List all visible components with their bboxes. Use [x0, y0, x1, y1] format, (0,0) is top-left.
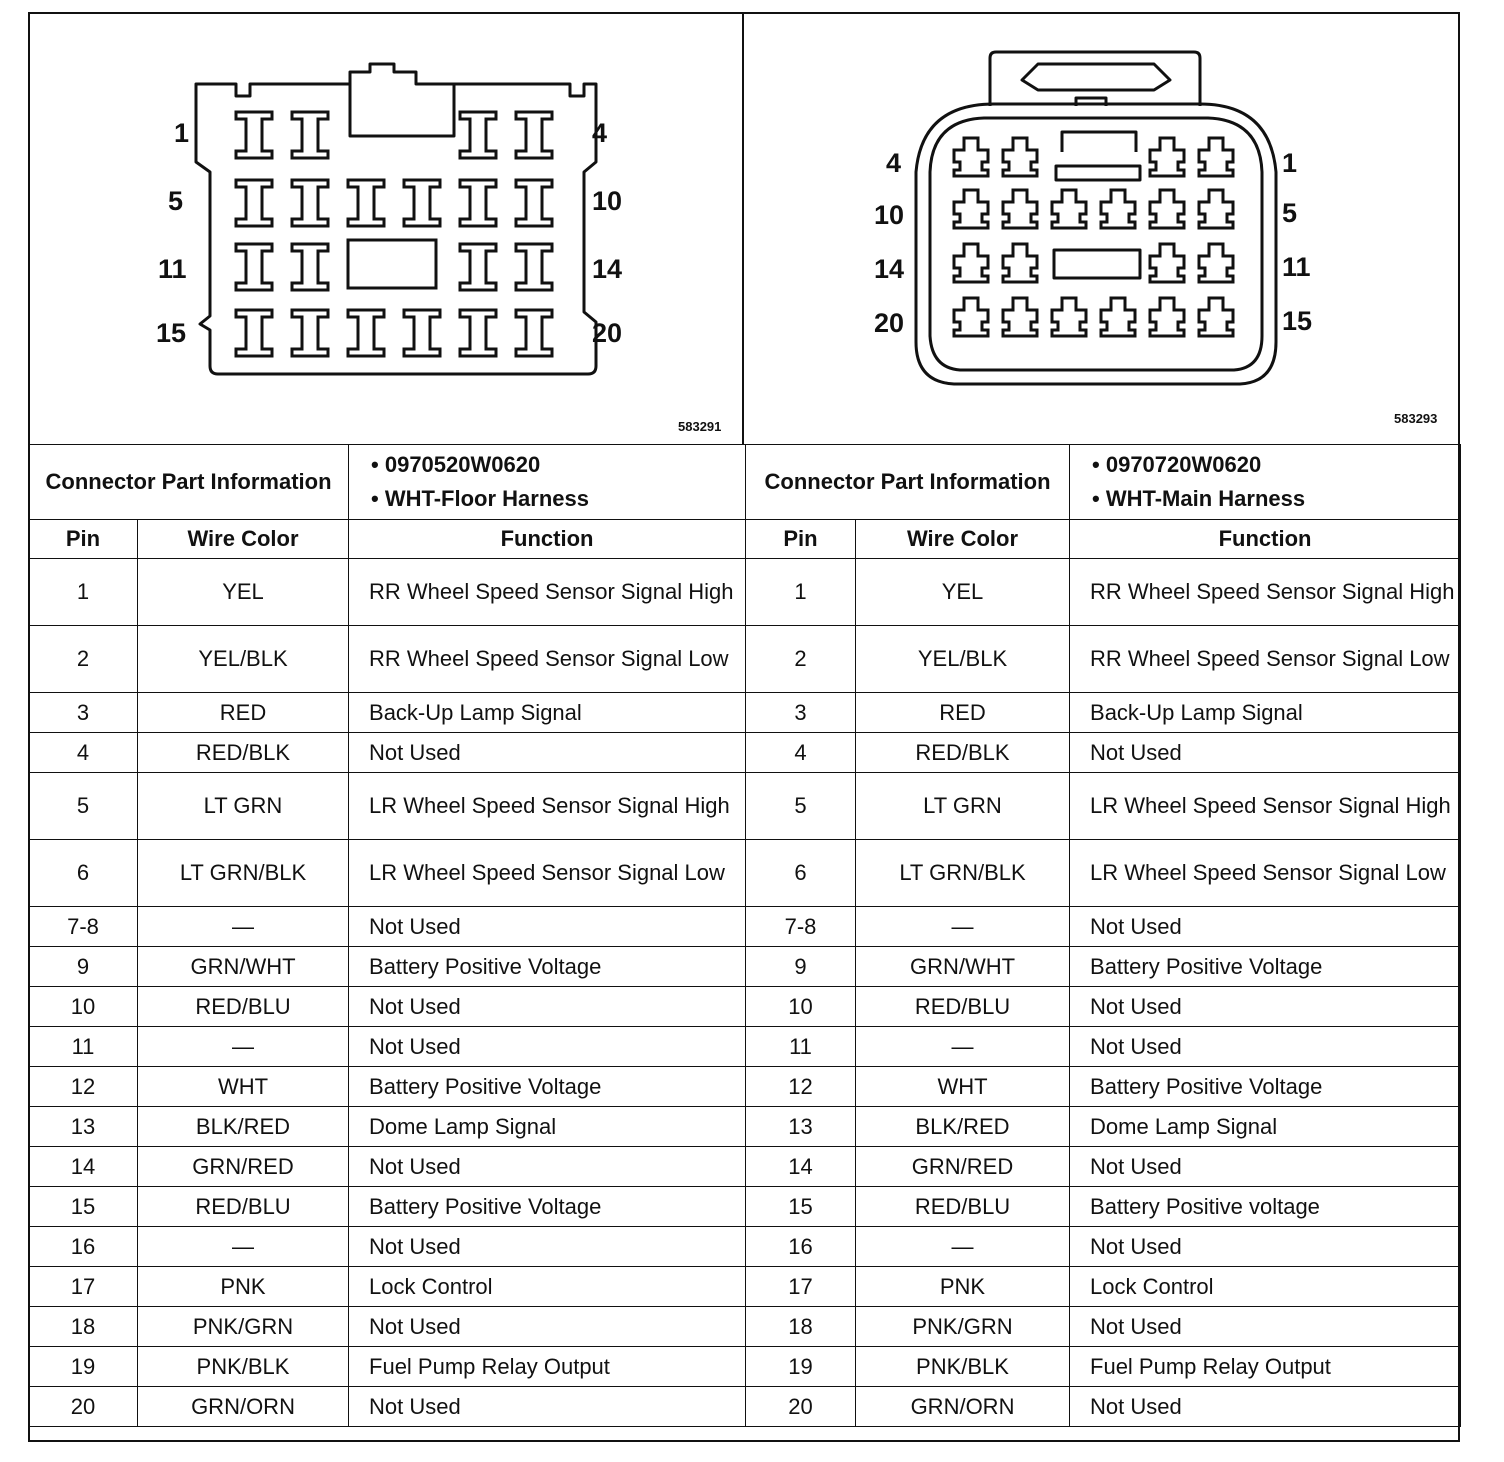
pin-cell: 16	[746, 1227, 856, 1267]
function-cell: Back-Up Lamp Signal	[349, 693, 746, 733]
wire-color-cell: PNK	[856, 1267, 1070, 1307]
pin-cell: 17	[29, 1267, 138, 1307]
function-cell: Not Used	[1070, 1227, 1461, 1267]
pin-cell: 12	[746, 1067, 856, 1107]
pin-label-11: 11	[1282, 252, 1311, 282]
connector-info-label: Connector Part Information	[29, 445, 349, 520]
terminal-cavity	[1052, 298, 1086, 336]
pin-label-1: 1	[1282, 148, 1298, 178]
wire-color-cell: PNK	[138, 1267, 349, 1307]
function-cell: RR Wheel Speed Sensor Signal Low	[349, 626, 746, 693]
table-row	[746, 1227, 1461, 1267]
table-row	[746, 1387, 1461, 1427]
pin-label-11: 11	[158, 254, 187, 284]
pin-cell: 18	[746, 1307, 856, 1347]
terminal-cavity	[348, 180, 384, 226]
terminal-cavity	[460, 180, 496, 226]
pin-cell: 2	[29, 626, 138, 693]
pin-cell: 5	[746, 773, 856, 840]
table-row	[746, 1307, 1461, 1347]
left-connector-drawing	[28, 12, 742, 444]
wire-color-cell: GRN/RED	[856, 1147, 1070, 1187]
function-cell: Not Used	[349, 1027, 746, 1067]
pin-cell: 4	[746, 733, 856, 773]
table-row	[746, 1067, 1461, 1107]
wire-color-cell: PNK/GRN	[856, 1307, 1070, 1347]
function-cell: Battery Positive Voltage	[349, 947, 746, 987]
pin-cell: 20	[29, 1387, 138, 1427]
function-cell: LR Wheel Speed Sensor Signal High	[349, 773, 746, 840]
pin-label-4: 4	[592, 118, 608, 148]
table-row	[29, 1147, 746, 1187]
pin-cell: 9	[29, 947, 138, 987]
pin-cell: 4	[29, 733, 138, 773]
pin-cell: 5	[29, 773, 138, 840]
function-cell: Battery Positive Voltage	[349, 1187, 746, 1227]
pin-cell: 12	[29, 1067, 138, 1107]
function-header: Function	[349, 520, 746, 559]
terminal-cavity	[516, 180, 552, 226]
function-cell: Lock Control	[349, 1267, 746, 1307]
function-cell: Not Used	[349, 907, 746, 947]
function-cell: LR Wheel Speed Sensor Signal Low	[349, 840, 746, 907]
pin-cell: 11	[746, 1027, 856, 1067]
function-cell: Battery Positive Voltage	[1070, 947, 1461, 987]
wire-color-cell: RED/BLK	[856, 733, 1070, 773]
function-cell: Battery Positive Voltage	[349, 1067, 746, 1107]
pin-cell: 10	[746, 987, 856, 1027]
wire-color-cell: RED/BLU	[856, 1187, 1070, 1227]
terminal-cavity	[236, 112, 272, 158]
function-cell: LR Wheel Speed Sensor Signal High	[1070, 773, 1461, 840]
table-row	[29, 1027, 746, 1067]
table-row	[29, 559, 746, 626]
wire-color-cell: GRN/WHT	[856, 947, 1070, 987]
harness-name: • WHT-Floor Harness	[371, 486, 589, 511]
function-cell: Battery Positive voltage	[1070, 1187, 1461, 1227]
function-cell: Lock Control	[1070, 1267, 1461, 1307]
table-row	[746, 1107, 1461, 1147]
pin-cell: 19	[746, 1347, 856, 1387]
table-row	[746, 559, 1461, 626]
table-row	[29, 1267, 746, 1307]
connector-info-value	[349, 445, 746, 520]
pin-label-10: 10	[874, 200, 905, 230]
wire-color-cell: WHT	[856, 1067, 1070, 1107]
table-row	[746, 840, 1461, 907]
table-row	[29, 1387, 746, 1427]
pin-cell: 9	[746, 947, 856, 987]
terminal-cavity	[348, 310, 384, 356]
pin-header: Pin	[746, 520, 856, 559]
pin-cell: 7-8	[746, 907, 856, 947]
wire-color-cell: RED	[138, 693, 349, 733]
function-cell: Not Used	[349, 1387, 746, 1427]
terminal-cavity	[1101, 190, 1135, 228]
pin-label-4: 4	[886, 148, 902, 178]
terminal-cavity	[292, 180, 328, 226]
function-cell: LR Wheel Speed Sensor Signal Low	[1070, 840, 1461, 907]
terminal-cavity	[1003, 298, 1037, 336]
part-number: • 0970720W0620	[1092, 452, 1262, 477]
pin-cell: 16	[29, 1227, 138, 1267]
left-connector-table	[28, 444, 746, 1427]
pin-cell: 13	[29, 1107, 138, 1147]
function-cell: Not Used	[1070, 1387, 1461, 1427]
function-cell: Fuel Pump Relay Output	[349, 1347, 746, 1387]
wire-color-cell: —	[138, 907, 349, 947]
pin-label-20: 20	[592, 318, 623, 348]
wire-color-cell: LT GRN	[856, 773, 1070, 840]
wire-color-cell: BLK/RED	[138, 1107, 349, 1147]
terminal-cavity	[516, 112, 552, 158]
function-cell: Not Used	[1070, 1027, 1461, 1067]
pin-cell: 10	[29, 987, 138, 1027]
function-cell: RR Wheel Speed Sensor Signal Low	[1070, 626, 1461, 693]
terminal-cavity	[1150, 298, 1184, 336]
pin-label-5: 5	[168, 186, 184, 216]
function-cell: RR Wheel Speed Sensor Signal High	[1070, 559, 1461, 626]
terminal-cavity	[404, 180, 440, 226]
function-cell: Dome Lamp Signal	[1070, 1107, 1461, 1147]
pin-label-15: 15	[1282, 306, 1313, 336]
terminal-cavity	[1199, 190, 1233, 228]
pin-cell: 11	[29, 1027, 138, 1067]
wire-color-cell: YEL	[856, 559, 1070, 626]
table-row	[29, 773, 746, 840]
table-row	[29, 1227, 746, 1267]
table-row	[29, 733, 746, 773]
pin-cell: 1	[746, 559, 856, 626]
function-cell: Not Used	[1070, 987, 1461, 1027]
wire-color-cell: PNK/BLK	[138, 1347, 349, 1387]
function-cell: Dome Lamp Signal	[349, 1107, 746, 1147]
table-row	[746, 693, 1461, 733]
terminal-cavity	[954, 138, 988, 176]
wire-color-cell: GRN/ORN	[138, 1387, 349, 1427]
right-connector-center-slot	[1056, 166, 1140, 180]
pin-cell: 17	[746, 1267, 856, 1307]
terminal-cavity	[1150, 244, 1184, 282]
wire-color-cell: RED/BLU	[856, 987, 1070, 1027]
terminal-cavity	[292, 310, 328, 356]
terminal-cavity	[1101, 298, 1135, 336]
pin-cell: 15	[29, 1187, 138, 1227]
table-row	[29, 693, 746, 733]
function-cell: Battery Positive Voltage	[1070, 1067, 1461, 1107]
wire-color-cell: LT GRN/BLK	[856, 840, 1070, 907]
pin-cell: 3	[29, 693, 138, 733]
right-connector-latch-inner	[1022, 64, 1170, 90]
function-cell: Not Used	[349, 733, 746, 773]
figure-number: 583291	[678, 419, 722, 434]
pin-header: Pin	[29, 520, 138, 559]
terminal-cavity	[954, 244, 988, 282]
function-header: Function	[1070, 520, 1461, 559]
terminal-cavity	[1150, 138, 1184, 176]
terminal-cavity	[236, 310, 272, 356]
terminal-cavity	[516, 310, 552, 356]
pin-cell: 19	[29, 1347, 138, 1387]
wire-color-cell: RED/BLU	[138, 1187, 349, 1227]
table-row	[29, 840, 746, 907]
table-row	[746, 1027, 1461, 1067]
terminal-cavity	[516, 244, 552, 290]
wire-color-cell: GRN/WHT	[138, 947, 349, 987]
wire-color-cell: —	[138, 1027, 349, 1067]
wire-color-cell: PNK/BLK	[856, 1347, 1070, 1387]
table-row	[746, 773, 1461, 840]
wire-color-cell: —	[856, 1027, 1070, 1067]
right-connector-table	[745, 444, 1461, 1427]
pin-cell: 6	[746, 840, 856, 907]
wire-color-cell: GRN/RED	[138, 1147, 349, 1187]
wire-color-cell: RED/BLU	[138, 987, 349, 1027]
wire-color-cell: LT GRN/BLK	[138, 840, 349, 907]
pin-label-5: 5	[1282, 198, 1298, 228]
function-cell: Not Used	[349, 1147, 746, 1187]
pin-cell: 18	[29, 1307, 138, 1347]
function-cell: Not Used	[1070, 1307, 1461, 1347]
terminal-cavity	[954, 190, 988, 228]
terminal-cavity	[1052, 190, 1086, 228]
table-row	[746, 1187, 1461, 1227]
pin-label-1: 1	[174, 118, 190, 148]
terminal-cavity	[292, 244, 328, 290]
wire-color-cell: YEL/BLK	[138, 626, 349, 693]
table-row	[29, 907, 746, 947]
terminal-cavity	[1199, 298, 1233, 336]
right-connector-blank	[1054, 250, 1140, 278]
pin-label-15: 15	[156, 318, 187, 348]
wire-color-cell: —	[138, 1227, 349, 1267]
pin-cell: 14	[29, 1147, 138, 1187]
table-row	[746, 907, 1461, 947]
function-cell: RR Wheel Speed Sensor Signal High	[349, 559, 746, 626]
wire-color-header: Wire Color	[138, 520, 349, 559]
left-connector-panel	[28, 12, 742, 444]
table-row	[746, 1267, 1461, 1307]
table-row	[29, 1187, 746, 1227]
table-row	[746, 987, 1461, 1027]
part-number: • 0970520W0620	[371, 452, 541, 477]
harness-name: • WHT-Main Harness	[1092, 486, 1306, 511]
pin-cell: 6	[29, 840, 138, 907]
figure-number: 583293	[1394, 411, 1438, 426]
pin-cell: 13	[746, 1107, 856, 1147]
terminal-cavity	[236, 244, 272, 290]
left-connector-key	[350, 84, 454, 136]
table-row	[29, 1347, 746, 1387]
wire-color-cell: WHT	[138, 1067, 349, 1107]
table-row	[29, 626, 746, 693]
wire-color-cell: RED	[856, 693, 1070, 733]
right-connector-center-key	[1062, 132, 1136, 152]
left-connector-blank	[348, 240, 436, 288]
pin-cell: 2	[746, 626, 856, 693]
table-row	[29, 987, 746, 1027]
function-cell: Not Used	[1070, 1147, 1461, 1187]
table-row	[746, 1147, 1461, 1187]
connector-info-label: Connector Part Information	[746, 445, 1070, 520]
right-connector-panel	[742, 12, 1460, 444]
table-row	[29, 1307, 746, 1347]
pin-label-20: 20	[874, 308, 905, 338]
table-row	[29, 1067, 746, 1107]
pin-label-14: 14	[592, 254, 623, 284]
pin-cell: 3	[746, 693, 856, 733]
terminal-cavity	[460, 112, 496, 158]
terminal-cavity	[460, 244, 496, 290]
table-row	[746, 733, 1461, 773]
function-cell: Back-Up Lamp Signal	[1070, 693, 1461, 733]
pin-label-14: 14	[874, 254, 905, 284]
pin-cell: 15	[746, 1187, 856, 1227]
wire-color-cell: PNK/GRN	[138, 1307, 349, 1347]
function-cell: Not Used	[349, 1307, 746, 1347]
pin-cell: 20	[746, 1387, 856, 1427]
wire-color-cell: —	[856, 907, 1070, 947]
table-row	[29, 947, 746, 987]
wire-color-header: Wire Color	[856, 520, 1070, 559]
terminal-cavity	[1150, 190, 1184, 228]
terminal-cavity	[292, 112, 328, 158]
terminal-cavity	[1199, 138, 1233, 176]
pin-cell: 14	[746, 1147, 856, 1187]
wire-color-cell: GRN/ORN	[856, 1387, 1070, 1427]
function-cell: Fuel Pump Relay Output	[1070, 1347, 1461, 1387]
wire-color-cell: YEL/BLK	[856, 626, 1070, 693]
wire-color-cell: YEL	[138, 559, 349, 626]
table-row	[746, 626, 1461, 693]
table-row	[29, 1107, 746, 1147]
terminal-cavity	[1003, 244, 1037, 282]
terminal-cavity	[404, 310, 440, 356]
function-cell: Not Used	[349, 987, 746, 1027]
pin-cell: 7-8	[29, 907, 138, 947]
wire-color-cell: LT GRN	[138, 773, 349, 840]
function-cell: Not Used	[1070, 733, 1461, 773]
function-cell: Not Used	[349, 1227, 746, 1267]
terminal-cavity	[236, 180, 272, 226]
table-row	[746, 947, 1461, 987]
wire-color-cell: BLK/RED	[856, 1107, 1070, 1147]
terminal-cavity	[954, 298, 988, 336]
right-connector-drawing	[744, 12, 1460, 444]
connector-info-value	[1070, 445, 1461, 520]
pin-label-10: 10	[592, 186, 623, 216]
wire-color-cell: —	[856, 1227, 1070, 1267]
wire-color-cell: RED/BLK	[138, 733, 349, 773]
terminal-cavity	[1003, 138, 1037, 176]
terminal-cavity	[1199, 244, 1233, 282]
pin-cell: 1	[29, 559, 138, 626]
table-row	[746, 1347, 1461, 1387]
terminal-cavity	[1003, 190, 1037, 228]
function-cell: Not Used	[1070, 907, 1461, 947]
terminal-cavity	[460, 310, 496, 356]
